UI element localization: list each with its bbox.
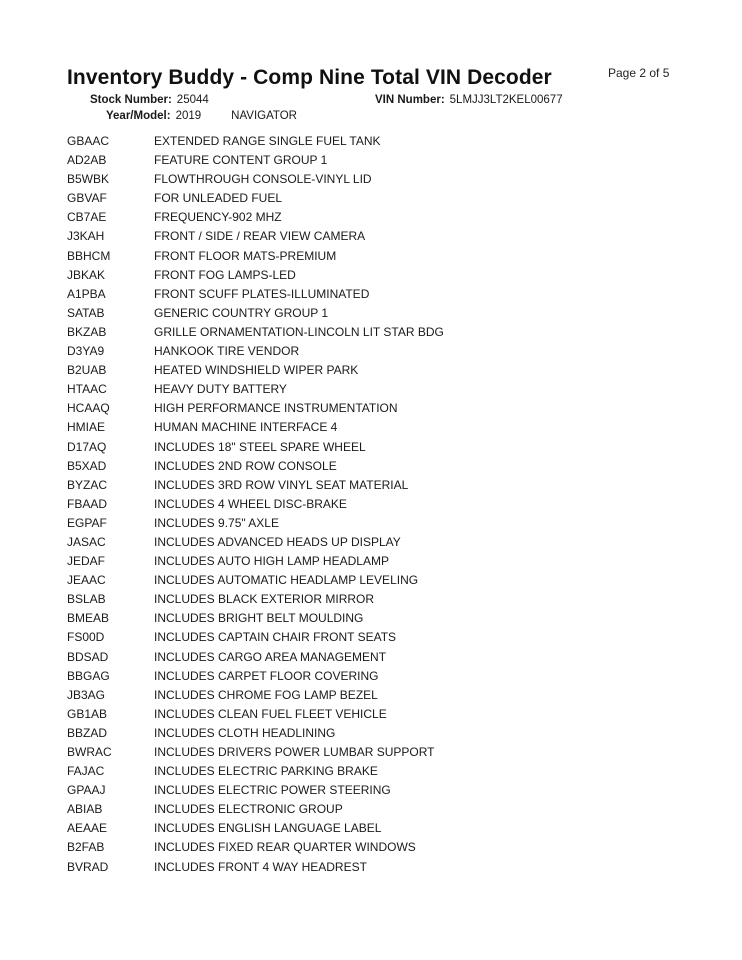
option-code: BYZAC	[67, 477, 108, 492]
year-model-label: Year/Model:	[106, 110, 171, 122]
option-row	[67, 628, 444, 647]
option-row	[67, 304, 444, 323]
option-code: SATAB	[67, 305, 105, 320]
option-code: BBZAD	[67, 725, 108, 740]
stock-number-label: Stock Number:	[90, 94, 172, 106]
option-row	[67, 781, 444, 800]
year-value: 2019	[175, 110, 202, 122]
option-description: INCLUDES 18" STEEL SPARE WHEEL	[154, 439, 366, 454]
option-row	[67, 838, 444, 857]
option-description: INCLUDES AUTOMATIC HEADLAMP LEVELING	[154, 573, 419, 588]
option-description: FRONT SCUFF PLATES-ILLUMINATED	[154, 286, 370, 301]
stock-number-value: 25044	[176, 94, 209, 106]
vin-number-label: VIN Number:	[375, 94, 445, 106]
option-row	[67, 743, 444, 762]
vin-number-field	[375, 94, 563, 106]
option-description: INCLUDES AUTO HIGH LAMP HEADLAMP	[154, 554, 389, 569]
option-code: B2UAB	[67, 363, 107, 378]
option-description: HEAVY DUTY BATTERY	[154, 382, 287, 397]
option-row	[67, 819, 444, 838]
option-row	[67, 724, 444, 743]
option-code: JASAC	[67, 534, 106, 549]
option-code: B5WBK	[67, 172, 110, 187]
option-description: INCLUDES BLACK EXTERIOR MIRROR	[154, 592, 375, 607]
option-description: FLOWTHROUGH CONSOLE-VINYL LID	[154, 172, 372, 187]
option-description: INCLUDES CHROME FOG LAMP BEZEL	[154, 687, 378, 702]
option-row	[67, 342, 444, 361]
option-code: A1PBA	[67, 286, 106, 301]
option-code: B2FAB	[67, 840, 105, 855]
option-row	[67, 476, 444, 495]
option-description: INCLUDES DRIVERS POWER LUMBAR SUPPORT	[154, 745, 435, 759]
option-row	[67, 514, 444, 533]
option-code: BWRAC	[67, 745, 112, 759]
option-description: FREQUENCY-902 MHZ	[154, 210, 282, 225]
option-description: HUMAN MACHINE INTERFACE 4	[154, 420, 338, 435]
option-code: BMEAB	[67, 611, 110, 626]
option-description: INCLUDES CARGO AREA MANAGEMENT	[154, 649, 387, 664]
option-code: JB3AG	[67, 687, 106, 702]
option-description: INCLUDES CLEAN FUEL FLEET VEHICLE	[154, 706, 387, 721]
option-description: EXTENDED RANGE SINGLE FUEL TANK	[154, 134, 381, 148]
option-row	[67, 170, 444, 189]
option-row	[67, 457, 444, 476]
option-row	[67, 380, 444, 399]
page-number: Page 2 of 5	[608, 66, 670, 80]
option-code: BSLAB	[67, 592, 106, 607]
option-row	[67, 285, 444, 304]
option-code: JBKAK	[67, 267, 106, 282]
option-code: BVRAD	[67, 859, 109, 874]
option-row	[67, 533, 444, 552]
option-description: HANKOOK TIRE VENDOR	[154, 344, 300, 359]
option-code-list	[67, 132, 444, 877]
option-description: GRILLE ORNAMENTATION-LINCOLN LIT STAR BDG	[154, 324, 444, 339]
option-row	[67, 227, 444, 246]
option-code: BBHCM	[67, 248, 111, 263]
option-code: JEDAF	[67, 554, 106, 569]
option-row	[67, 762, 444, 781]
option-description: INCLUDES BRIGHT BELT MOULDING	[154, 611, 364, 626]
option-row	[67, 247, 444, 266]
option-description: INCLUDES ELECTRIC POWER STEERING	[154, 783, 391, 798]
year-model-field	[106, 110, 297, 122]
option-row	[67, 266, 444, 285]
option-description: INCLUDES 3RD ROW VINYL SEAT MATERIAL	[154, 477, 409, 492]
option-row	[67, 590, 444, 609]
option-code: EGPAF	[67, 515, 107, 530]
option-description: INCLUDES FRONT 4 WAY HEADREST	[154, 859, 367, 874]
option-description: FRONT FOG LAMPS-LED	[154, 267, 296, 282]
option-row	[67, 648, 444, 667]
option-row	[67, 571, 444, 590]
option-code: CB7AE	[67, 210, 107, 225]
option-code: BDSAD	[67, 649, 109, 664]
option-code: D17AQ	[67, 439, 107, 454]
option-description: HEATED WINDSHIELD WIPER PARK	[154, 363, 359, 378]
option-row	[67, 132, 444, 151]
option-code: AD2AB	[67, 153, 107, 168]
option-code: ABIAB	[67, 802, 103, 817]
option-description: INCLUDES CAPTAIN CHAIR FRONT SEATS	[154, 630, 397, 645]
option-description: INCLUDES 9.75" AXLE	[154, 515, 279, 530]
option-description: INCLUDES FIXED REAR QUARTER WINDOWS	[154, 840, 416, 855]
option-row	[67, 361, 444, 380]
option-code: HTAAC	[67, 382, 107, 397]
option-row	[67, 189, 444, 208]
option-description: INCLUDES ADVANCED HEADS UP DISPLAY	[154, 534, 401, 549]
option-code: GBVAF	[67, 191, 107, 206]
option-row	[67, 552, 444, 571]
option-row	[67, 323, 444, 342]
option-code: J3KAH	[67, 229, 105, 244]
option-code: HCAAQ	[67, 401, 110, 416]
option-description: FEATURE CONTENT GROUP 1	[154, 153, 328, 168]
option-code: BKZAB	[67, 324, 107, 339]
option-description: INCLUDES CARPET FLOOR COVERING	[154, 668, 379, 683]
option-row	[67, 151, 444, 170]
option-code: GB1AB	[67, 706, 108, 721]
option-row	[67, 609, 444, 628]
option-description: INCLUDES 4 WHEEL DISC-BRAKE	[154, 496, 347, 511]
option-code: GPAAJ	[67, 783, 106, 798]
option-description: GENERIC COUNTRY GROUP 1	[154, 305, 329, 320]
option-code: AEAAE	[67, 821, 108, 836]
option-row	[67, 667, 444, 686]
option-description: INCLUDES ELECTRIC PARKING BRAKE	[154, 764, 378, 779]
option-row	[67, 208, 444, 227]
option-code: D3YA9	[67, 344, 105, 359]
option-description: FRONT / SIDE / REAR VIEW CAMERA	[154, 229, 366, 244]
option-code: FBAAD	[67, 496, 108, 511]
option-row	[67, 686, 444, 705]
option-code: JEAAC	[67, 573, 106, 588]
option-code: GBAAC	[67, 134, 110, 148]
option-code: FS00D	[67, 630, 105, 645]
option-description: FOR UNLEADED FUEL	[154, 191, 283, 206]
option-description: INCLUDES CLOTH HEADLINING	[154, 725, 336, 740]
option-code: BBGAG	[67, 668, 110, 683]
option-row	[67, 438, 444, 457]
stock-number-field	[90, 94, 209, 106]
option-code: B5XAD	[67, 458, 107, 473]
option-description: INCLUDES 2ND ROW CONSOLE	[154, 458, 337, 473]
option-row	[67, 858, 444, 877]
option-code: FAJAC	[67, 764, 105, 779]
option-row	[67, 399, 444, 418]
option-row	[67, 495, 444, 514]
document-title: Inventory Buddy - Comp Nine Total VIN Decoder	[67, 66, 552, 89]
option-description: INCLUDES ENGLISH LANGUAGE LABEL	[154, 821, 382, 836]
vin-number-value: 5LMJJ3LT2KEL00677	[449, 94, 563, 106]
option-code: HMIAE	[67, 420, 106, 435]
option-description: INCLUDES ELECTRONIC GROUP	[154, 802, 343, 817]
option-description: HIGH PERFORMANCE INSTRUMENTATION	[154, 401, 398, 416]
option-row	[67, 800, 444, 819]
option-description: FRONT FLOOR MATS-PREMIUM	[154, 248, 337, 263]
model-value: NAVIGATOR	[231, 110, 297, 122]
option-row	[67, 418, 444, 437]
option-row	[67, 705, 444, 724]
